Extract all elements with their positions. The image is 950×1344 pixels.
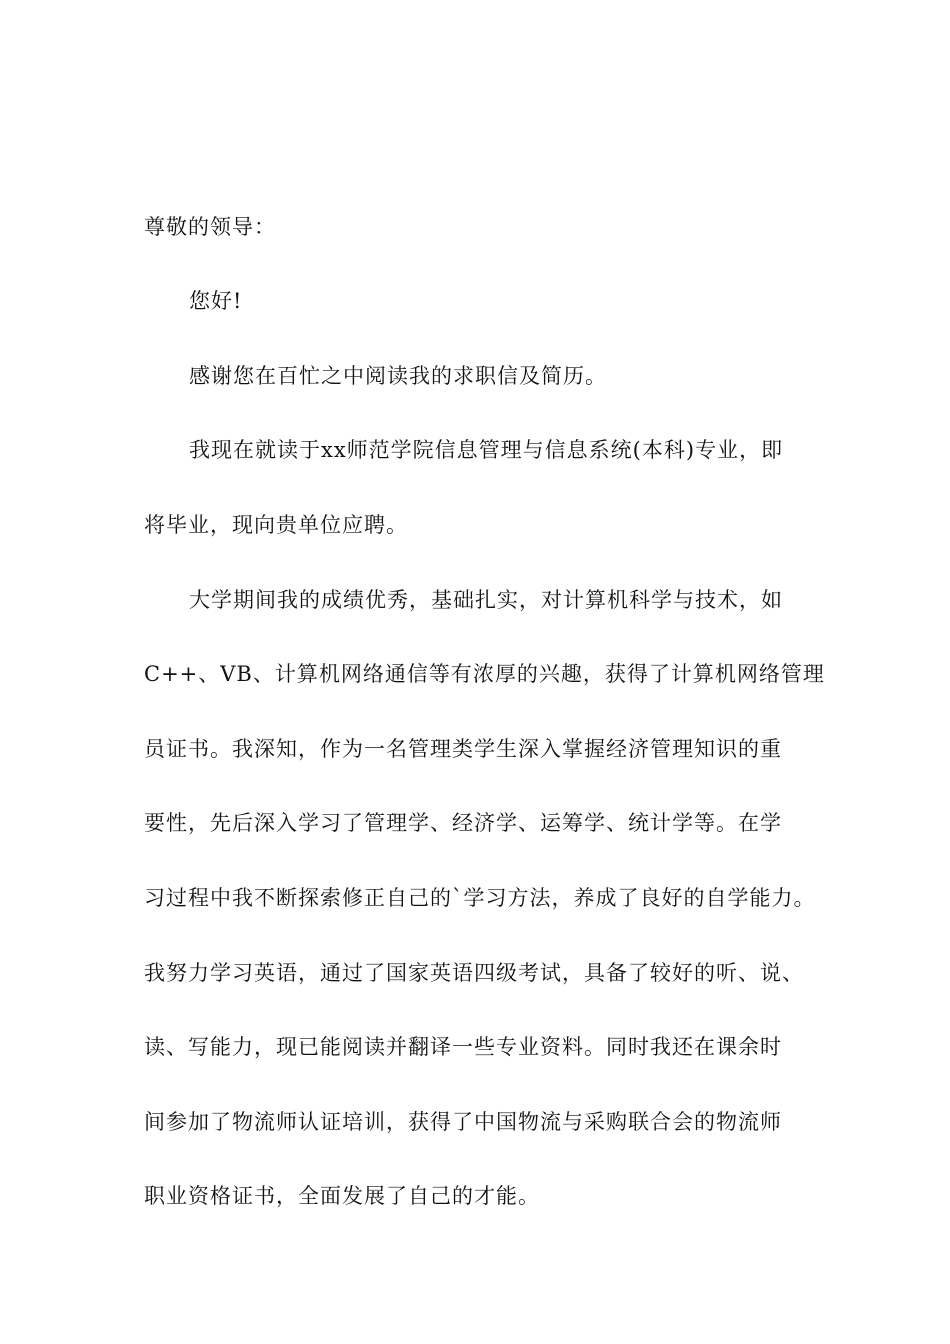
paragraph-3-line-2: C++、VB、计算机网络通信等有浓厚的兴趣，获得了计算机网络管理	[144, 662, 825, 686]
paragraph-3-line-7: 读、写能力，现已能阅读并翻译一些专业资料。同时我还在课余时	[144, 1035, 782, 1059]
paragraph-2-line-2: 将毕业，现向贵单位应聘。	[144, 513, 408, 537]
paragraph-3-line-8: 间参加了物流师认证培训，获得了中国物流与采购联合会的物流师	[144, 1110, 782, 1134]
salutation: 尊敬的领导：	[144, 215, 276, 239]
paragraph-1-line-1: 感谢您在百忙之中阅读我的求职信及简历。	[189, 364, 607, 388]
paragraph-2-line-1: 我现在就读于xx师范学院信息管理与信息系统(本科)专业，即	[189, 438, 784, 462]
paragraph-3-line-6: 我努力学习英语，通过了国家英语四级考试，具备了较好的听、说、	[144, 961, 804, 985]
paragraph-3-line-3: 员证书。我深知，作为一名管理类学生深入掌握经济管理知识的重	[144, 737, 782, 761]
paragraph-3-line-9: 职业资格证书，全面发展了自己的才能。	[144, 1184, 540, 1208]
greeting: 您好!	[189, 289, 243, 313]
paragraph-3-line-5: 习过程中我不断探索修正自己的`学习方法，养成了良好的自学能力。	[144, 886, 816, 910]
paragraph-3-line-4: 要性，先后深入学习了管理学、经济学、运筹学、统计学等。在学	[144, 811, 782, 835]
paragraph-3-line-1: 大学期间我的成绩优秀，基础扎实，对计算机科学与技术，如	[189, 588, 783, 612]
